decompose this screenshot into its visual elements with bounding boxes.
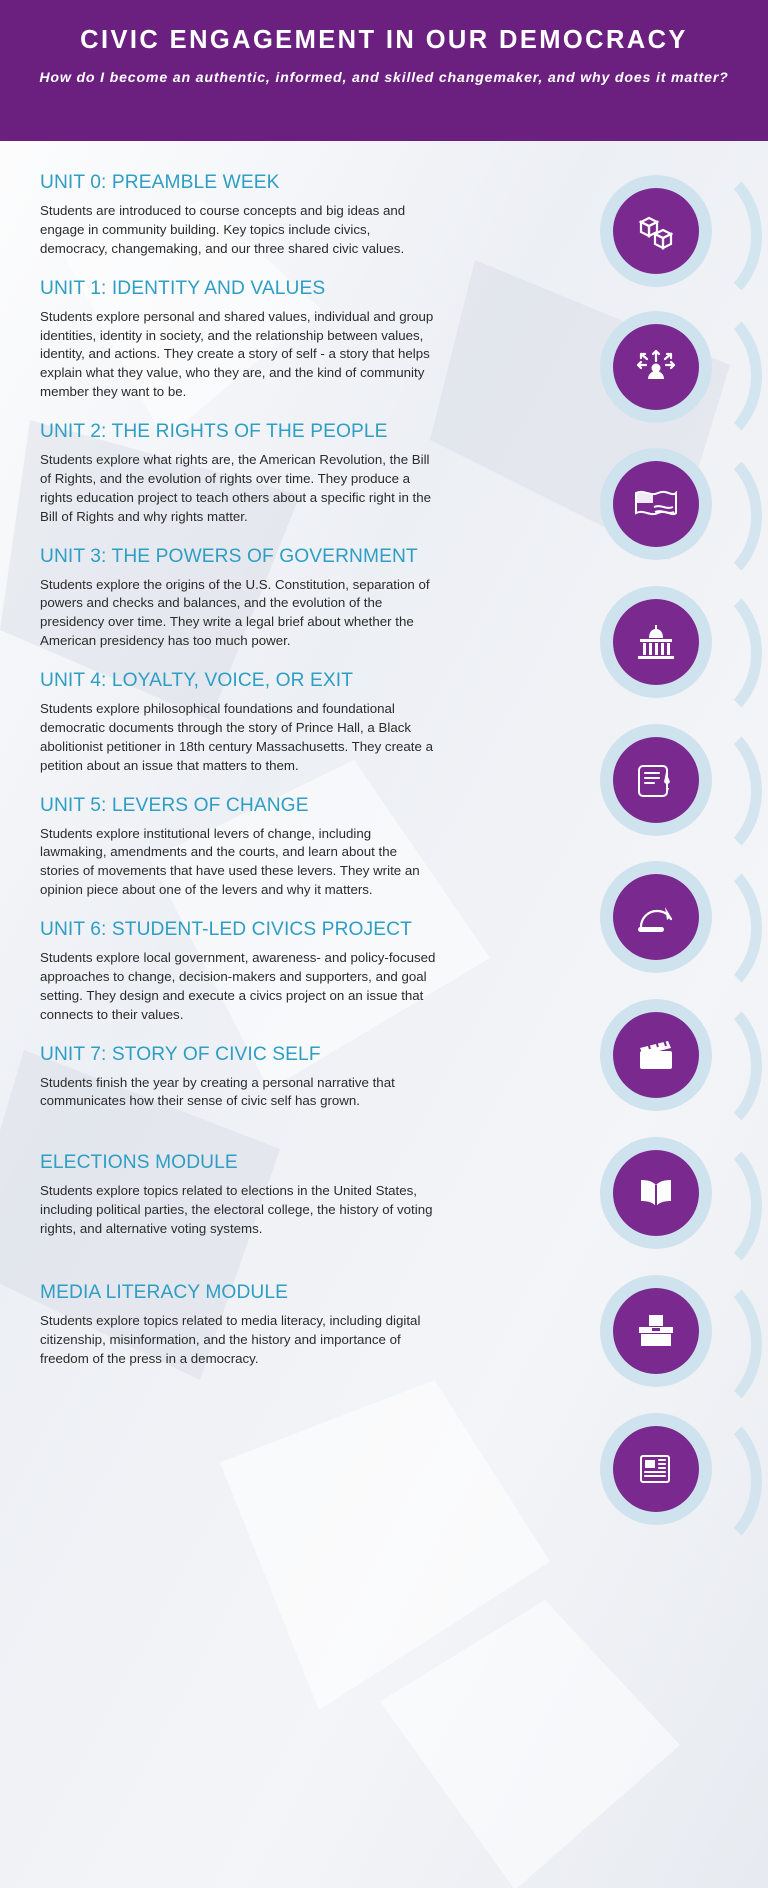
- module-item: [0, 1281, 768, 1369]
- unit-item: [0, 420, 768, 527]
- unit-description: Students explore the origins of the U.S. Constitution, separation of powers and checks and balances, and the evolution of the presidency over time. They write a legal brief about whether the American presidency has too much power.: [40, 576, 430, 649]
- unit-title: UNIT 1: IDENTITY AND VALUES: [40, 277, 326, 299]
- unit-description: Students explore personal and shared values, individual and group identities, identity in society, and the relationship between values, identity, and actions. They create a story of self - a story that helps explain what they value, who they are, and the kind of community member they want to be.: [40, 308, 434, 400]
- unit-title: UNIT 4: LOYALTY, VOICE, OR EXIT: [40, 670, 354, 691]
- page-subtitle: How do I become an authentic, informed, and skilled changemaker, and why does it matter?: [39, 70, 729, 87]
- unit-item: [0, 1043, 768, 1112]
- unit-title: UNIT 3: THE POWERS OF GOVERNMENT: [40, 545, 418, 567]
- module-title: ELECTIONS MODULE: [40, 1152, 238, 1174]
- module-item: [0, 1151, 768, 1239]
- unit-title: UNIT 5: LEVERS OF CHANGE: [40, 794, 309, 816]
- unit-description: Students explore institutional levers of change, including lawmaking, amendments and the courts, and learn about the stories of movements that have used these levers. They write an opinion piece about one of the levers and why it matters.: [40, 825, 420, 898]
- unit-description: Students are introduced to course concepts and big ideas and engage in community building. Key topics include civics, democracy, changemaking, and our three shared civic values.: [40, 203, 406, 256]
- unit-item: [0, 794, 768, 901]
- unit-item: [0, 669, 768, 776]
- page-title: CIVIC ENGAGEMENT IN OUR DEMOCRACY: [80, 26, 688, 54]
- unit-title: UNIT 0: PREAMBLE WEEK: [40, 172, 280, 193]
- unit-description: Students explore philosophical foundations and foundational democratic documents through the story of Prince Hall, a Black abolitionist petitioner in 18th century Massachusetts. They create a petition about an issue that matters to them.: [40, 701, 433, 773]
- unit-title: UNIT 6: STUDENT-LED CIVICS PROJECT: [40, 919, 412, 940]
- unit-description: Students explore local government, awareness- and policy-focused approaches to change, decision-makers and supporters, and goal setting. They design and execute a civics project on an issue that connects to their values.: [40, 950, 436, 1022]
- unit-item: [0, 545, 768, 652]
- page-header: [0, 0, 768, 141]
- module-description: Students explore topics related to elections in the United States, including political parties, the electoral college, the history of voting rights, and alternative voting systems.: [40, 1183, 433, 1236]
- unit-description: Students finish the year by creating a personal narrative that communicates how their sense of civic self has grown.: [40, 1074, 395, 1109]
- unit-item: [0, 277, 768, 402]
- unit-item: [0, 171, 768, 259]
- unit-title: UNIT 7: STORY OF CIVIC SELF: [40, 1043, 321, 1065]
- unit-list: [0, 141, 768, 1369]
- unit-title: UNIT 2: THE RIGHTS OF THE PEOPLE: [40, 421, 388, 442]
- module-title: MEDIA LITERACY MODULE: [40, 1281, 289, 1303]
- module-description: Students explore topics related to media literacy, including digital citizenship, misinformation, and the history and importance of freedom of the press in a democracy.: [40, 1312, 421, 1366]
- unit-item: [0, 918, 768, 1025]
- unit-description: Students explore what rights are, the American Revolution, the Bill of Rights, and the evolution of rights over time. They produce a rights education project to teach others about a specific right in the Bill of Rights and why rights matter.: [40, 452, 432, 524]
